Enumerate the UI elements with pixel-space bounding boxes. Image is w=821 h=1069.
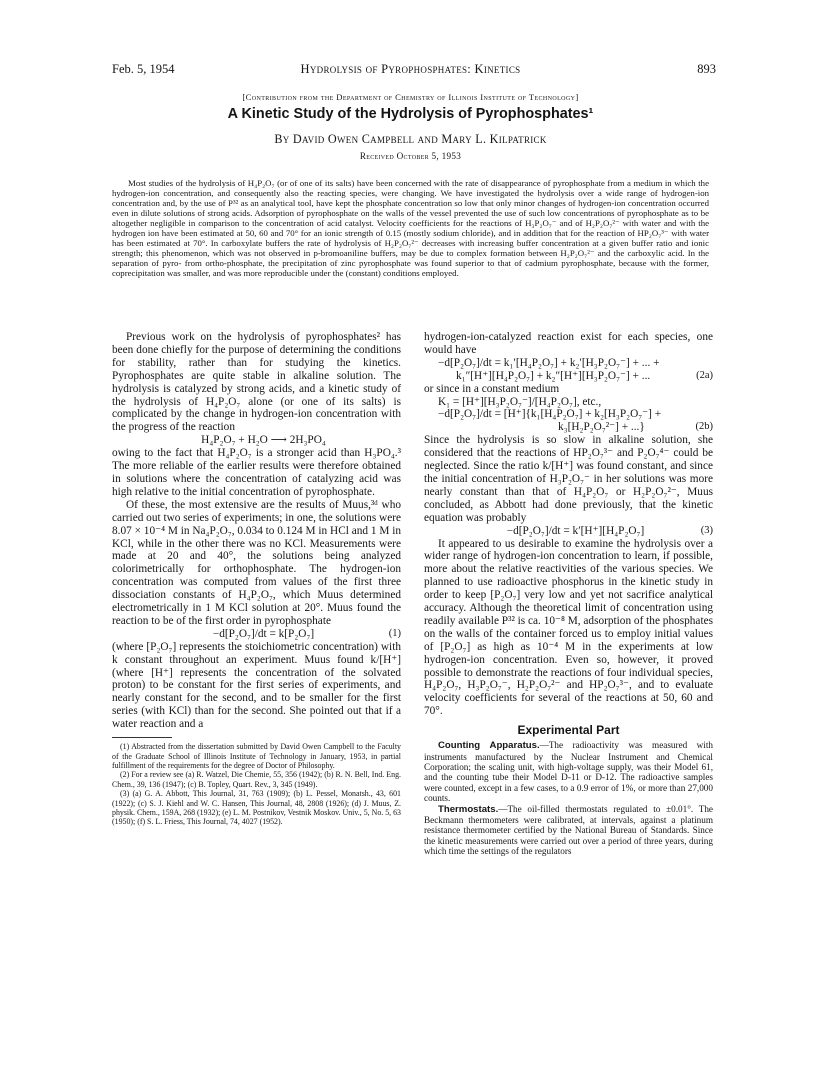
page-number: 893 <box>697 62 716 76</box>
section-heading: Experimental Part <box>517 723 620 738</box>
right-paragraph-1: hydrogen-ion-catalyzed reaction exist for each species, one would have <box>424 331 713 356</box>
equation-k: K₁ = [H⁺][H₃P₂O₇⁻]/[H₄P₂O₇], etc., <box>438 395 602 408</box>
left-column <box>112 331 401 827</box>
right-paragraph-3: Since the hydrolysis is so slow in alkaline solution, she considered that the reactions of HP₂O₇³⁻ and P₂O₇⁴⁻ could be neglected. Since the ratio k/[H⁺] was found constant, and since the initial concentration of H₃P₂O₇⁻ in her solutions was more nearly constant than that of H₄P₂O₇ or H₂P₂O₇²⁻, Muus concluded, as Abbott had done previously, that the kinetic equation was probably <box>424 434 713 524</box>
equation-2b-line-1: −d[P₂O₇]/dt = [H⁺]{k₁[H₄P₂O₇] + k₂[H₃P₂O₇⁻] + <box>438 408 662 421</box>
running-title: Hydrolysis of Pyrophosphates: Kinetics <box>300 62 521 76</box>
header-date: Feb. 5, 1954 <box>112 62 175 76</box>
thermostats-paragraph <box>424 804 713 857</box>
right-paragraph-2: or since in a constant medium <box>424 382 560 395</box>
left-paragraph-4: (where [P₂O₇] represents the stoichiometric concentration) with k constant throughout an experiment. Muus found k/[H⁺] (where [H⁺] represents the concentration of the solvated proton) to be constant for the first series of experiments, and nearly constant for the second, and to be smaller for the first series (with KCl) than for the second. She pointed out that if a water reaction and a <box>112 640 401 731</box>
article-title: A Kinetic Study of the Hydrolysis of Pyrophosphates¹ <box>227 106 594 122</box>
counting-apparatus-text: —The radioactivity was measured with instruments manufactured by the Nuclear Instrument and Chemical Corporation; the scaling unit, with high-voltage supply, was their Model 61, and the counting tube their Model D-11 or D-12. The radioactive samples were counted, except in a few cases, to a 0.9 error of 1%, or more than 27,000 counts. <box>424 740 713 804</box>
equation-2b-line-2-row <box>424 421 713 434</box>
right-column <box>424 331 713 857</box>
equation-1-body: −d[P₂O₇]/dt = k[P₂O₇] <box>212 627 315 640</box>
authors: By David Owen Campbell and Mary L. Kilpatrick <box>274 132 547 146</box>
contribution-line: [Contribution from the Department of Chemistry of Illinois Institute of Technology] <box>242 92 579 102</box>
equation-2a-number: (2a) <box>696 369 713 381</box>
equation-3-body: −d[P₂O₇]/dt = k′[H⁺][H₄P₂O₇] <box>506 524 645 537</box>
counting-apparatus-paragraph <box>424 740 713 803</box>
thermostats-text: —The oil-filled thermostats regulated to ±0.01°. The Beckmann thermometers were calibrated, at intervals, against a platinum resistance thermometer certified by the National Bureau of Standards. Since the kinetic measurements were carried out over a period of three years, during which time the settings of the regulators <box>424 803 713 857</box>
received-date: Received October 5, 1953 <box>359 151 462 161</box>
reaction-equation: H₄P₂O₇ + H₂O ⟶ 2H₃PO₄ <box>201 434 326 447</box>
equation-1-number: (1) <box>388 627 401 639</box>
thermostats-heading: Thermostats. <box>438 803 499 815</box>
left-paragraph-2: owing to the fact that H₄P₂O₇ is a stronger acid than H₃PO₄.³ The more reliable of the earlier results were therefore obtained in solutions where the concentration of catalyzing acid was high relative to the initial concentration of pyrophosphate. <box>112 447 401 498</box>
equation-2a-line-1: −d[P₂O₇]/dt = k₁′[H₄P₂O₇] + k₂′[H₃P₂O₇⁻] + ... + <box>438 356 660 369</box>
footnote-3: (3) (a) G. A. Abbott, This Journal, 31, 763 (1909); (b) L. Pessel, Monatsh., 43, 601 (1922); (c) S. J. Kiehl and W. C. Hansen, This Journal, 48, 2808 (1926); (d) J. Muus, Z. physik. Chem., 159A, 268 (1932); (e) L. M. Postnikov, Vestnik Moskov. Univ., 5, No. 5, 63 (1950); (f) S. L. Friess, This Journal, 74, 4027 (1952). <box>112 789 401 827</box>
abstract: Most studies of the hydrolysis of H₄P₂O₇ (or of one of its salts) have been concerned with the rate of disappearance of pyrophosphate from a medium in which the hydrogen-ion concentration, and consequently also the reacting species, were changing. We have investigated the hydrolysis over a wide range of hydrogen-ion concentration and, by the use of P³² as an analytical tool, have kept the phosphate concentration so low that only minor changes of hydrogen-ion concentration occurred even in dilute solutions of strong acids. Adsorption of pyrophosphate on the walls of the vessel prevented the use of such low concentrations of pyrophosphate as to be altogether negligible in comparison to the concentration of acid catalyst. Velocity coefficients for the reactions of H₃P₂O₇⁻ and of H₂P₂O₇²⁻ with water and with the hydrogen ion have been estimated at 50, 60 and 70° for an ionic strength of 0.15 (mostly sodium chloride), and in addition that for the reaction of HP₂O₇³⁻ with water has been estimated at 70°. In carboxylate buffers the rate of hydrolysis of H₂P₂O₇²⁻ decreases with increasing buffer concentration at a given buffer ratio and ionic strength; this phenomenon, which was not observed in p-bromoaniline buffers, may be due to complex formation between H₂P₂O₇²⁻ and the carboxylic acid. In the separation of pyro- from ortho-phosphate, the precipitation of zinc pyrophosphate was found superior to that of cadmium pyrophosphate, because with the former, coprecipitation was smaller, and was more reproducible under the (constant) conditions employed. <box>112 178 709 279</box>
footnote-1: (1) Abstracted from the dissertation submitted by David Owen Campbell to the Faculty of the Graduate School of Illinois Institute of Technology in January, 1953, in partial fulfillment of the requirements for the degree of Doctor of Philosophy. <box>112 742 401 770</box>
footnote-2: (2) For a review see (a) R. Watzel, Die Chemie, 55, 356 (1942); (b) R. N. Bell, Ind. Eng. Chem., 39, 136 (1947); (c) B. Topley, Quart. Rev., 3, 345 (1949). <box>112 770 401 789</box>
right-paragraph-4: It appeared to us desirable to examine the hydrolysis over a wider range of hydrogen-ion concentration to learn, if possible, more about the relative reactivities of the various species. We planned to use radioactive phosphorus in the kinetic study in order to keep [P₂O₇] very low and yet not sacrifice analytical accuracy. Although the theoretical limit of concentration using readily available P³² is ca. 10⁻⁸ M, adsorption of the phosphates on the walls of the container forced us to employ initial values of [P₂O₇] as high as 10⁻⁴ M in the experiments at low hydrogen-ion concentration. Even so, however, it proved possible to demonstrate the reactions of four individual species, H₄P₂O₇, H₃P₂O₇⁻, H₂P₂O₇²⁻ and HP₂O₇³⁻, and to evaluate velocity coefficients for several of the reactions at 50, 60 and 70°. <box>424 537 713 718</box>
equation-2a-line-2: k₁″[H⁺][H₄P₂O₇] + k₂″[H⁺][H₃P₂O₇⁻] + ... <box>456 369 651 382</box>
counting-apparatus-heading: Counting Apparatus. <box>438 740 540 752</box>
equation-2b-line-2: k₃[H₂P₂O₇²⁻] + ...} <box>558 421 645 434</box>
equation-1 <box>112 628 401 641</box>
footnotes <box>112 742 401 827</box>
footnote-rule <box>112 737 172 738</box>
left-paragraph-3: Of these, the most extensive are the results of Muus,³ᵈ who carried out two series of experiments; in one, the solutions were 8.07 × 10⁻⁴ M in Na₄P₂O₇, 0.034 to 0.124 M in HCl and 1 M in KCl, while in the other there was no KCl. Measurements were made at 20 and 40°, the solutions being analyzed colorimetrically for orthophosphate. The hydrogen-ion concentration was computed from values of the first three dissociation constants of H₄P₂O₇, which Muus determined electrometrically in 1 M KCl solution at 20°. Muus found the reaction to be of the first order in pyrophosphate <box>112 498 401 627</box>
equation-2a-line-2-row <box>424 370 713 383</box>
equation-3 <box>424 525 713 538</box>
equation-3-number: (3) <box>700 524 713 536</box>
equation-2b-number: (2b) <box>695 421 713 433</box>
left-paragraph-1: Previous work on the hydrolysis of pyrophosphates² has been done chiefly for the purpose of determining the conditions for stability, rather than for studying the kinetics. Pyrophosphates are quite stable in alkaline solution. The hydrolysis is catalyzed by strong acids, and a kinetic study of the hydrolysis of H₄P₂O₇ alone (or one of its salts) is complicated by the change in hydrogen-ion concentration with the progress of the reaction <box>112 331 401 434</box>
